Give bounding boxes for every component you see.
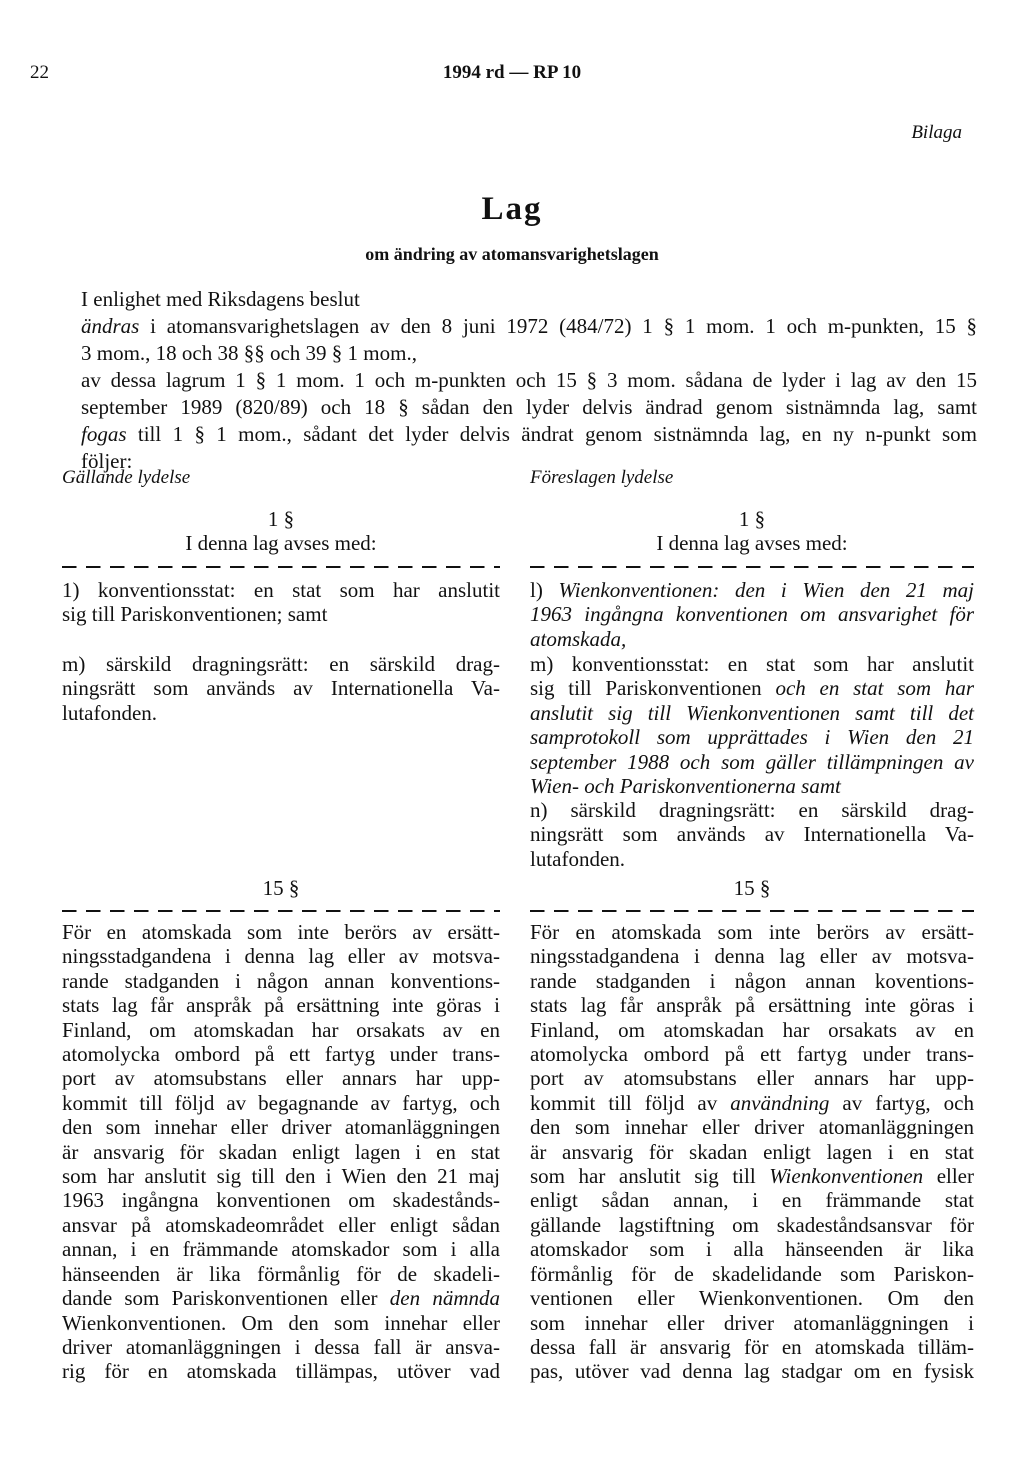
text-line: är ansvarig för skadan enligt lagen i en stat	[530, 1139, 974, 1164]
law-subtitle: om ändring av atomansvarighetslagen	[365, 244, 659, 264]
text-emphasis: atomskada,	[530, 626, 627, 651]
text-line: lutafonden.	[530, 846, 626, 871]
text-line: För en atomskada som inte berörs av ersätt-	[530, 920, 974, 944]
section-intro: I denna lag avses med:	[185, 531, 377, 556]
text-emphasis: anslutit sig till Wienkonventionen samt till det	[530, 700, 974, 725]
intro-paragraph	[81, 286, 977, 475]
text-line: ansvar på atomskadeområdet eller enligt sådan	[62, 1212, 500, 1237]
intro-line: ändras i atomansvarighetslagen av den 8 juni 1972 (484/72) 1 § 1 mom. 1 och m-punkten, 15 §	[81, 314, 977, 338]
intro-line: 3 mom., 18 och 38 §§ och 39 § 1 mom.,	[81, 341, 417, 365]
omission-dashes	[530, 564, 974, 570]
text-line: kommit till följd av användning av fartyg, och	[530, 1090, 974, 1115]
text-line: rande stadganden i någon annan konventions-	[62, 968, 500, 993]
law-title: Lag	[481, 191, 543, 227]
text-line: lutafonden.	[62, 700, 158, 725]
omission-dashes	[530, 908, 974, 914]
text-line: är ansvarig för skadan enligt lagen i en stat	[62, 1139, 500, 1164]
text-emphasis: Wienkonventionen: den i Wien den 21 maj	[558, 578, 974, 602]
text-line: m) konventionsstat: en stat som har anslutit	[530, 652, 974, 676]
right-section-1	[530, 507, 974, 570]
section-heading: 1 §	[267, 507, 295, 531]
right-section-15-text	[530, 920, 974, 1384]
text-line: atomolycka ombord på ett fartyg under trans-	[62, 1042, 500, 1067]
text-emphasis: den nämnda	[389, 1286, 500, 1311]
left-section-1	[62, 507, 500, 570]
text-emphasis: Wien- och Pariskonventionerna samt	[530, 774, 841, 799]
section-intro: I denna lag avses med:	[656, 531, 848, 556]
text-line: port av atomsubstans eller annars har upp-	[530, 1066, 974, 1091]
text-line: sig till Pariskonventionen; samt	[62, 602, 328, 627]
text-line: kommit till följd av begagnande av fartyg, och	[62, 1090, 500, 1115]
text-line: som har anslutit sig till Wienkonventionen eller	[530, 1164, 974, 1189]
omission-dashes	[62, 908, 500, 914]
text-line	[530, 725, 974, 749]
left-section-15-text	[62, 920, 500, 1384]
text-line: den som innehar eller driver atomanläggningen	[62, 1115, 500, 1140]
text-line: atomolycka ombord på ett fartyg under trans-	[530, 1042, 974, 1067]
intro-line: följer:	[81, 449, 133, 473]
text-line	[530, 602, 974, 626]
text-line: Finland, om atomskadan har orsakats av en	[62, 1017, 500, 1042]
text-line: 1963 ingångna konventionen om skadestånds-	[62, 1188, 500, 1213]
text-line: gällande lagstiftning om skadeståndsansvar för	[530, 1212, 974, 1237]
text-line: 1) konventionsstat: en stat som har anslutit	[62, 578, 500, 602]
intro-line: I enlighet med Riksdagens beslut	[81, 287, 360, 311]
right-section-15	[530, 876, 974, 914]
text-line: driver atomanläggningen i dessa fall är ansva-	[62, 1334, 500, 1359]
text-emphasis: samprotokoll som upprättades i Wien den 21	[530, 725, 974, 750]
text-line: rande stadganden i någon annan koventions-	[530, 968, 974, 993]
text-line	[530, 750, 974, 774]
text-line	[530, 627, 974, 651]
text-line: annan, i en främmande atomskador som i alla	[62, 1237, 500, 1262]
text-emphasis: Wienkonventionen	[769, 1164, 924, 1189]
right-column-heading: Föreslagen lydelse	[530, 467, 674, 488]
text-line: atomskador som i alla hänseenden är lika	[530, 1237, 974, 1262]
annex-label: Bilaga	[911, 122, 962, 143]
left-point-m	[62, 652, 500, 725]
text-line: den som innehar eller driver atomanläggningen	[530, 1115, 974, 1140]
text-emphasis: 1963 ingångna konventionen om ansvarighet för	[530, 602, 974, 627]
intro-emphasis: fogas	[81, 422, 127, 446]
text-line: ningsrätt som används av Internationella Va-	[62, 676, 500, 701]
text-line: stats lag får anspråk på ersättning inte göras i	[62, 993, 500, 1018]
text-line: l) Wienkonventionen: den i Wien den 21 maj	[530, 578, 974, 602]
left-section-15	[62, 876, 500, 914]
left-column-heading: Gällande lydelse	[62, 467, 191, 488]
text-line: dessa fall är ansvarig för en atomskada tilläm-	[530, 1334, 974, 1359]
text-line: ventionen eller Wienkonventionen. Om den	[530, 1286, 974, 1311]
intro-line: september 1989 (820/89) och 18 § sådan den lyder delvis ändrad genom sistnämnda lag, samt	[81, 395, 977, 419]
text-emphasis: och en stat som har	[775, 676, 974, 701]
right-point-l	[530, 578, 974, 651]
text-emphasis: användning	[730, 1090, 830, 1115]
text-line: port av atomsubstans eller annars har upp-	[62, 1066, 500, 1091]
page-number: 22	[30, 62, 49, 83]
left-point-l	[62, 578, 500, 627]
text-line: ningsstadgandena i denna lag eller av motsva-	[62, 944, 500, 969]
text-line	[530, 774, 974, 798]
text-line: Wienkonventionen. Om den som innehar eller	[62, 1310, 500, 1335]
text-line: n) särskild dragningsrätt: en särskild drag-	[530, 798, 974, 822]
text-line: rig för en atomskada tillämpas, utöver vad	[62, 1359, 500, 1384]
text-line: som har anslutit sig till den i Wien den 21 maj	[62, 1164, 500, 1189]
text-emphasis: september 1988 och som gäller tillämpningen av	[530, 749, 974, 774]
right-point-m	[530, 652, 974, 798]
section-heading: 15 §	[733, 876, 771, 900]
right-point-n	[530, 798, 974, 871]
text-line: För en atomskada som inte berörs av ersätt-	[62, 920, 500, 944]
text-line	[530, 701, 974, 725]
text-line: dande som Pariskonventionen eller den nämnda	[62, 1286, 500, 1311]
section-heading: 1 §	[738, 507, 766, 531]
text-line: ningsstadgandena i denna lag eller av motsva-	[530, 944, 974, 969]
text-line: som innehar eller driver atomanläggningen i	[530, 1310, 974, 1335]
text-line: förmånlig för de skadelidande som Pariskon-	[530, 1261, 974, 1286]
text-line: Finland, om atomskadan har orsakats av en	[530, 1017, 974, 1042]
text-line: hänseenden är lika förmånlig för de skadeli-	[62, 1261, 500, 1286]
intro-line: av dessa lagrum 1 § 1 mom. 1 och m-punkten och 15 § 3 mom. sådana de lyder i lag av den 15	[81, 368, 977, 392]
text-line: pas, utöver vad denna lag stadgar om en fysisk	[530, 1359, 974, 1384]
omission-dashes	[62, 564, 500, 570]
intro-line: fogas till 1 § 1 mom., sådant det lyder delvis ändrat genom sistnämnda lag, en ny n-punkt som	[81, 422, 977, 446]
text-line: ningsrätt som används av Internationella Va-	[530, 822, 974, 847]
text-line: enligt sådan annan, i en främmande stat	[530, 1188, 974, 1213]
text-line: sig till Pariskonventionen och en stat som har	[530, 676, 974, 701]
text-line: m) särskild dragningsrätt: en särskild drag-	[62, 652, 500, 676]
text-line: stats lag får anspråk på ersättning inte göras i	[530, 993, 974, 1018]
section-heading: 15 §	[262, 876, 300, 900]
intro-emphasis: ändras	[81, 314, 140, 338]
running-head: 1994 rd — RP 10	[442, 62, 582, 83]
